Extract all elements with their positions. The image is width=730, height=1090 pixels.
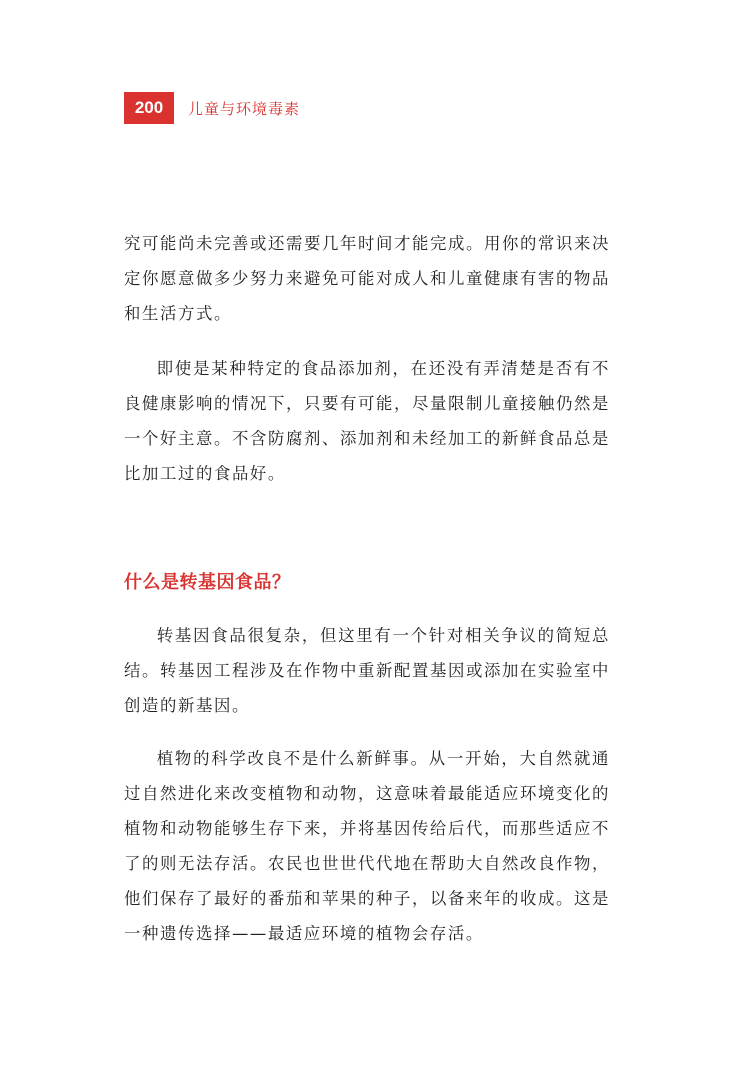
body-text-block-3 xyxy=(124,618,610,723)
running-title: 儿童与环境毒素 xyxy=(188,99,301,118)
section-heading-block xyxy=(124,568,610,594)
page-header xyxy=(124,92,300,124)
body-text-block-1 xyxy=(124,226,610,331)
body-text-block-4 xyxy=(124,741,610,951)
paragraph-plant-improvement: 植物的科学改良不是什么新鲜事。从一开始，大自然就通过自然进化来改变植物和动物，这意味着最能适应环境变化的植物和动物能够生存下来，并将基因传给后代，而那些适应不了的则无法存活。农民也世世代代地在帮助大自然改良作物，他们保存了最好的番茄和苹果的种子，以备来年的收成。这是一种遗传选择——最适应环境的植物会存活。 xyxy=(124,749,610,943)
paragraph-food-additives: 即使是某种特定的食品添加剂，在还没有弄清楚是否有不良健康影响的情况下，只要有可能，尽量限制儿童接触仍然是一个好主意。不含防腐剂、添加剂和未经加工的新鲜食品总是比加工过的食品好。 xyxy=(124,359,610,483)
section-title: 什么是转基因食品？ xyxy=(124,572,291,593)
body-text-block-2 xyxy=(124,351,610,491)
page-number: 200 xyxy=(124,92,174,124)
paragraph-continued: 究可能尚未完善或还需要几年时间才能完成。用你的常识来决定你愿意做多少努力来避免可能对成人和儿童健康有害的物品和生活方式。 xyxy=(124,234,610,323)
paragraph-gmo-summary: 转基因食品很复杂，但这里有一个针对相关争议的简短总结。转基因工程涉及在作物中重新配置基因或添加在实验室中创造的新基因。 xyxy=(124,626,610,715)
